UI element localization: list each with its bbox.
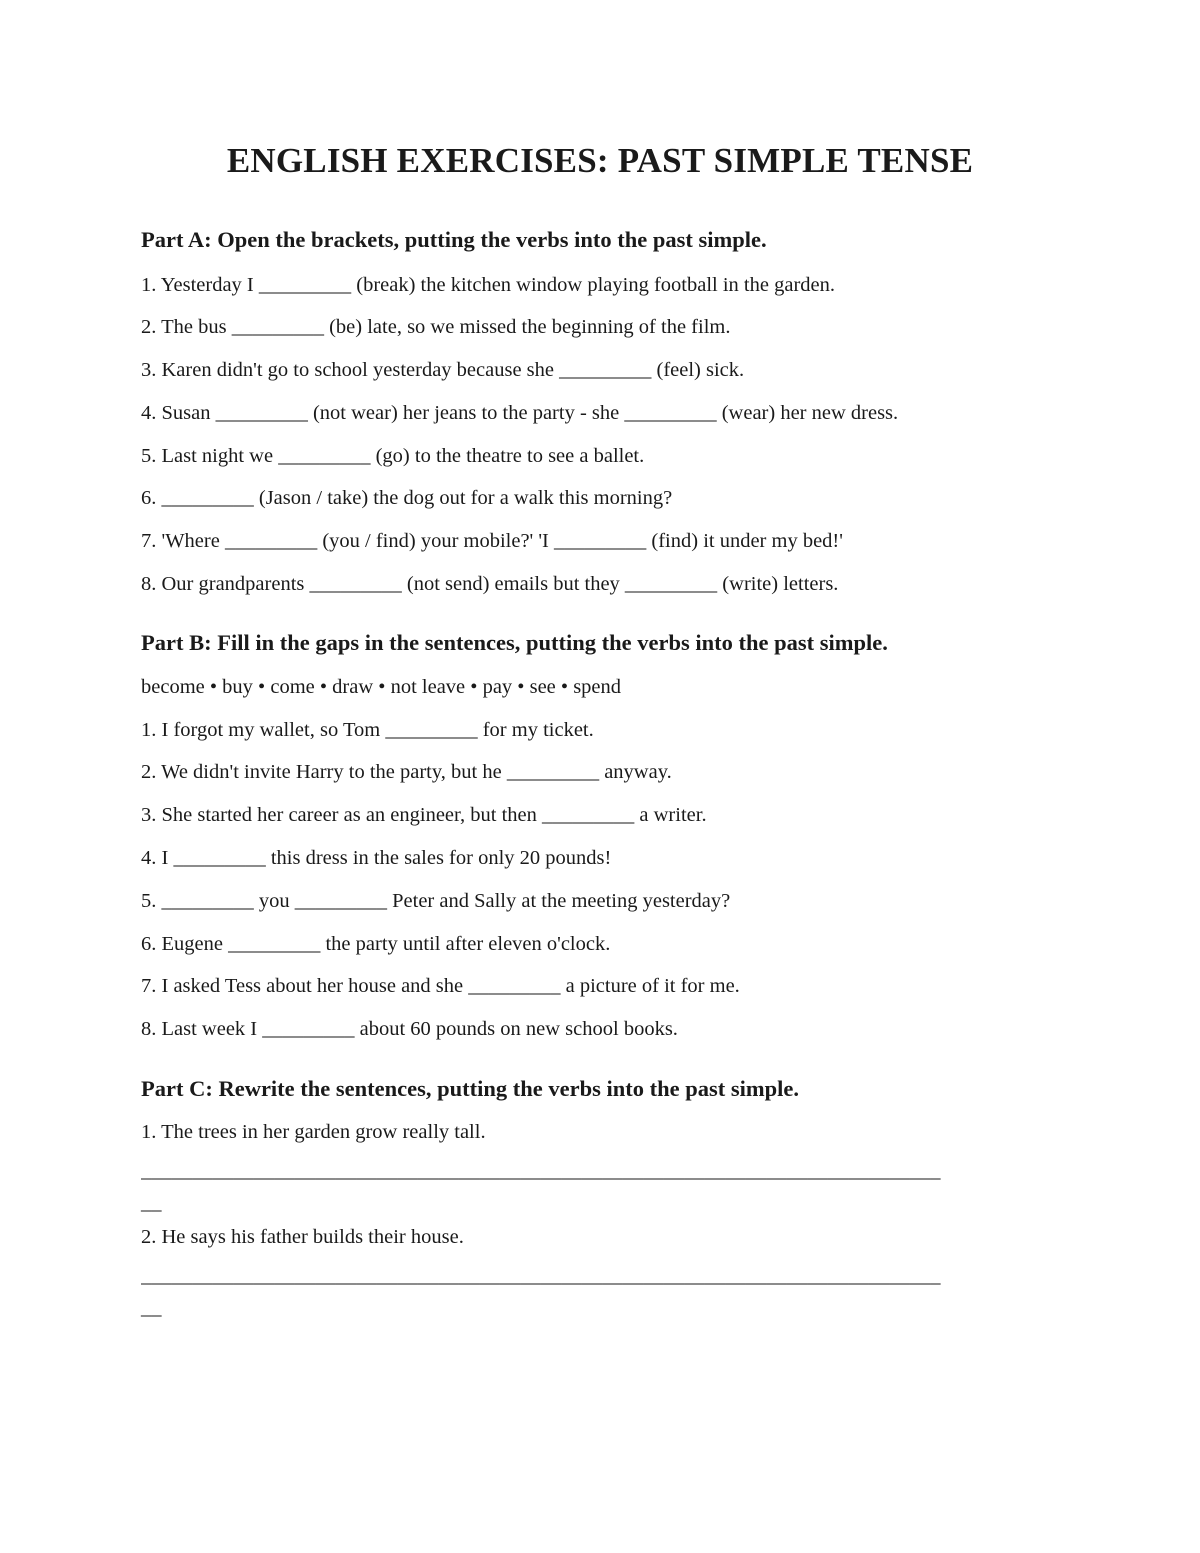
part-a-item-1: 1. Yesterday I _________ (break) the kitchen window playing football in the garden. <box>141 274 835 296</box>
part-a-item-7: 7. 'Where _________ (you / find) your mobile?' 'I _________ (find) it under my bed!' <box>141 530 843 552</box>
part-b-item-4: 4. I _________ this dress in the sales for only 20 pounds! <box>141 847 612 869</box>
part-b-item-7: 7. I asked Tess about her house and she _________ a picture of it for me. <box>141 975 740 997</box>
part-b-item-1: 1. I forgot my wallet, so Tom _________ for my ticket. <box>141 719 594 741</box>
part-b-item-6: 6. Eugene _________ the party until after eleven o'clock. <box>141 933 611 955</box>
part-a-heading: Part A: Open the brackets, putting the verbs into the past simple. <box>141 227 767 252</box>
part-b-item-2: 2. We didn't invite Harry to the party, but he _________ anyway. <box>141 761 672 783</box>
page-title: ENGLISH EXERCISES: PAST SIMPLE TENSE <box>226 141 974 180</box>
part-c-item-2-answer-line: ______________________________________________________________________________ <box>141 1265 941 1287</box>
part-c-item-1-answer-wrap: __ <box>141 1192 162 1214</box>
part-a-item-3: 3. Karen didn't go to school yesterday because she _________ (feel) sick. <box>141 359 745 381</box>
part-c-item-2-answer-wrap: __ <box>141 1297 162 1319</box>
part-a-item-5: 5. Last night we _________ (go) to the theatre to see a ballet. <box>141 445 645 467</box>
part-c-heading: Part C: Rewrite the sentences, putting the verbs into the past simple. <box>141 1076 800 1101</box>
part-b-item-5: 5. _________ you _________ Peter and Sally at the meeting yesterday? <box>141 890 731 912</box>
part-a-item-8: 8. Our grandparents _________ (not send) emails but they _________ (write) letters. <box>141 573 839 595</box>
part-b-heading: Part B: Fill in the gaps in the sentences, putting the verbs into the past simple. <box>141 630 888 655</box>
part-b-item-8: 8. Last week I _________ about 60 pounds on new school books. <box>141 1018 678 1040</box>
part-a-item-6: 6. _________ (Jason / take) the dog out for a walk this morning? <box>141 487 673 509</box>
part-c-item-1-answer-line: ______________________________________________________________________________ <box>141 1160 941 1182</box>
part-c-item-1-prompt: 1. The trees in her garden grow really tall. <box>141 1121 486 1143</box>
part-b-item-3: 3. She started her career as an engineer, but then _________ a writer. <box>141 804 707 826</box>
part-a-item-4: 4. Susan _________ (not wear) her jeans to the party - she _________ (wear) her new dress. <box>141 402 899 424</box>
part-a-item-2: 2. The bus _________ (be) late, so we missed the beginning of the film. <box>141 316 731 338</box>
part-b-word-bank: become • buy • come • draw • not leave • pay • see • spend <box>141 676 622 698</box>
part-c-item-2-prompt: 2. He says his father builds their house. <box>141 1226 464 1248</box>
